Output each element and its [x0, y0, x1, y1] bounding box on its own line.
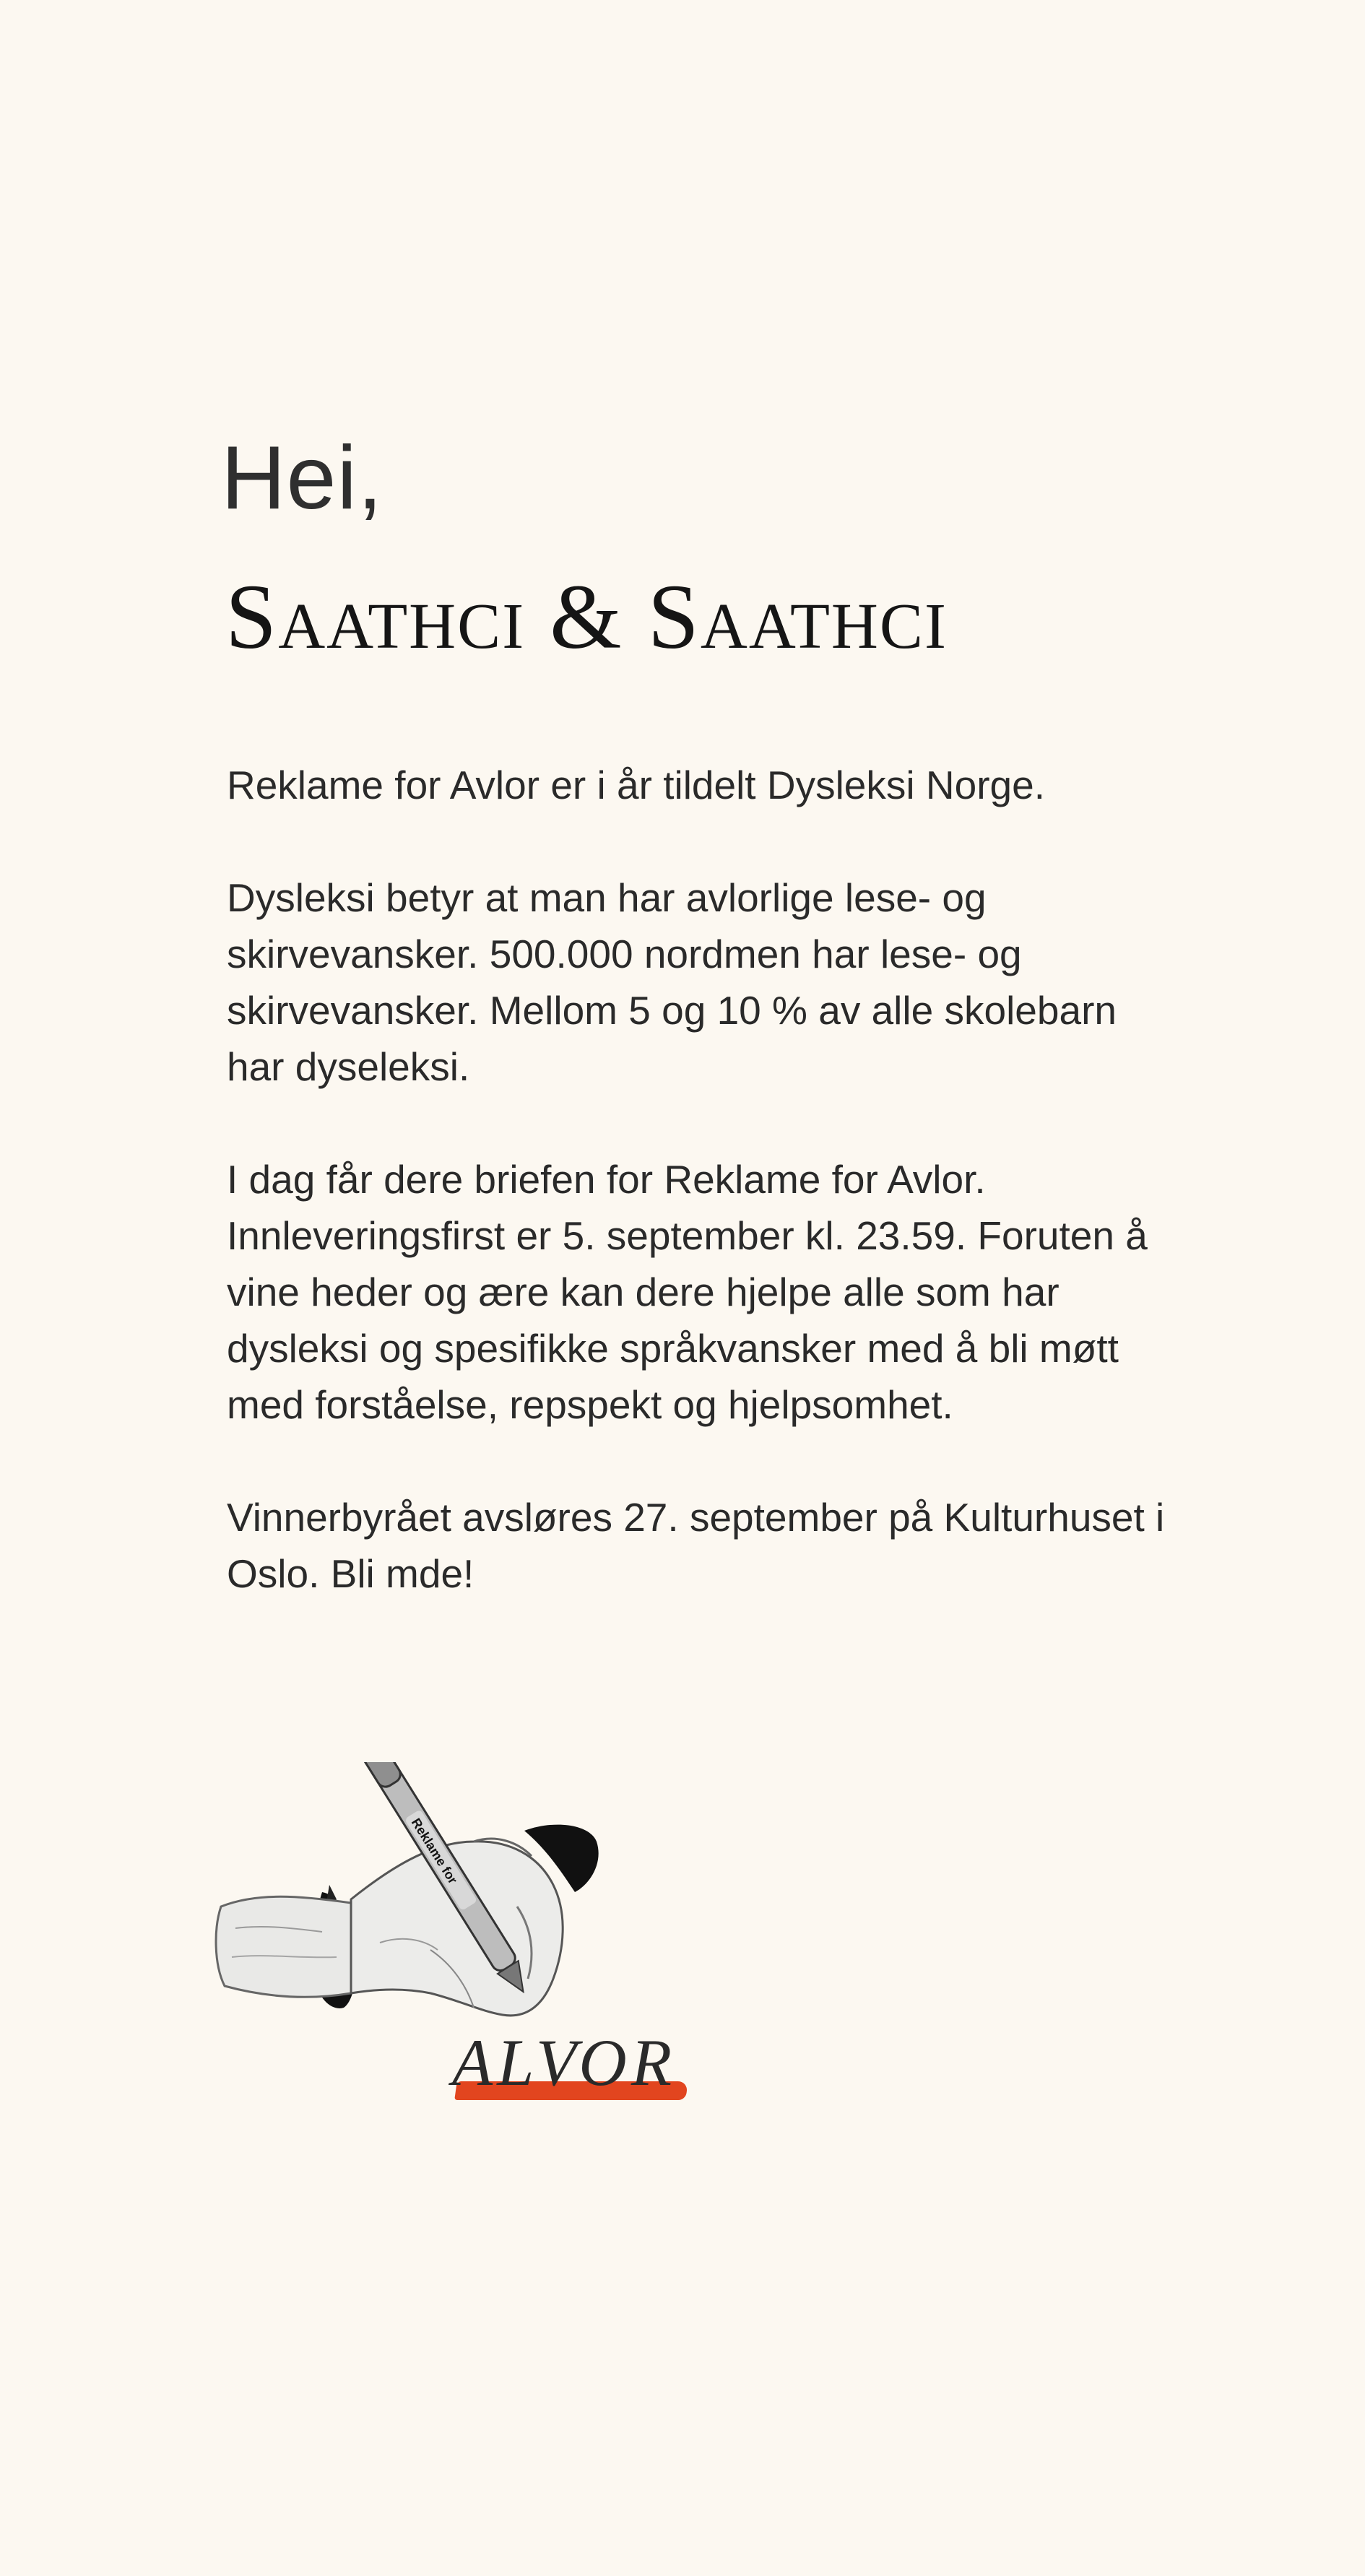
letter-body: [227, 757, 1180, 1602]
recipient-name: Saathci & Saathci: [225, 565, 948, 668]
pen-label: Reklame for: [408, 1816, 461, 1887]
paragraph-dyslexia-facts: Dysleksi betyr at man har avlorlige lese- og skirvevansker. 500.000 nordmen har lese- og skirvevansker. Mellom 5 og 10 % av alle skolebarn har dyseleksi.: [227, 875, 1117, 1089]
paragraph-winner-reveal: Vinnerbyrået avsløres 27. september på Kulturhuset i Oslo. Bli mde!: [227, 1495, 1165, 1596]
alvor-logo-word: ALVOR: [452, 2026, 677, 2099]
greeting: Hei,: [221, 428, 384, 528]
paragraph-award: Reklame for Avlor er i år tildelt Dysleksi Norge.: [227, 763, 1045, 807]
alvor-logo-illustration: [214, 1762, 705, 2116]
paragraph-brief: I dag får dere briefen for Reklame for Avlor. Innleveringsfirst er 5. september kl. 23.59. Foruten å vine heder og ære kan dere hjelpe alle som har dysleksi og spesifikke språkvansker med å bli møtt med forståelse, repspekt og hjelpsomhet.: [227, 1157, 1148, 1427]
